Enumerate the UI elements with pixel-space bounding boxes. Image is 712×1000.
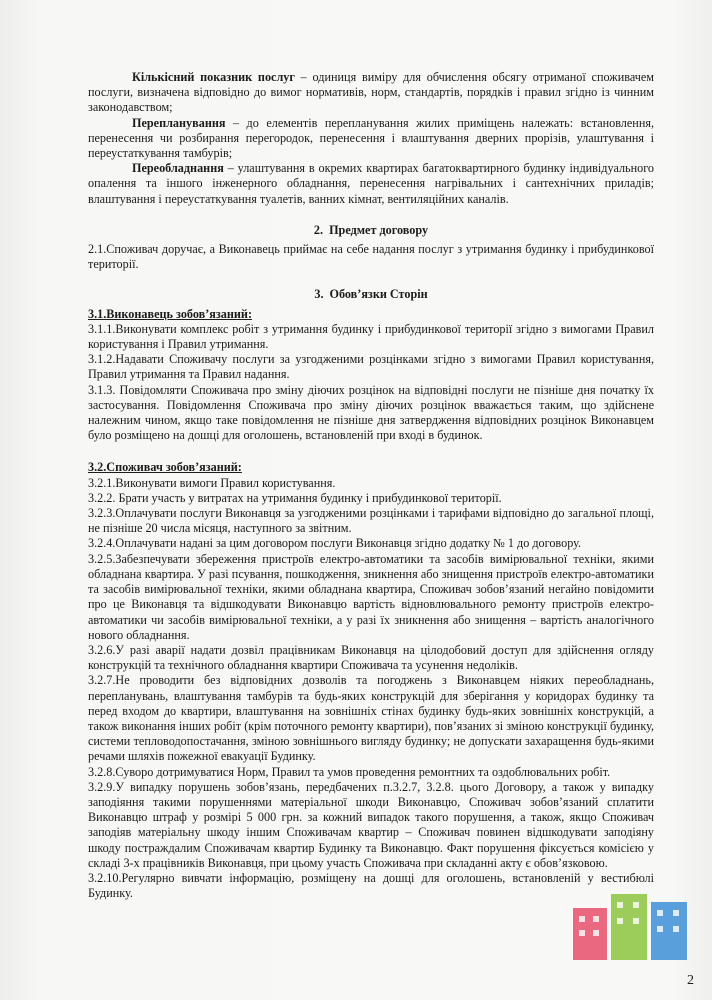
clause-paragraph: 3.2.10.Регулярно вивчати інформацію, розміщену на дошці для оголошень, встановленій у вестибюлі Будинку. (88, 870, 654, 901)
clause-paragraph: 3.1.3. Повідомляти Споживача про зміну діючих розцінок на відповідні послуги не пізніше дня початку їх застосування. Повідомлення Споживача про зміну діючих розцінок вважається таким, що здійснене належним чином, якщо таке повідомлення не пізніше дня затвердження відповідних розцінок Виконавцем було розміщено на дошці для оголошень, встановленій при вході в будинок. (88, 382, 654, 443)
clause-paragraph: 3.2.8.Суворо дотримуватися Норм, Правил та умов проведення ремонтних та оздоблювальних робіт. (88, 764, 611, 779)
section-number: 2. (313, 222, 324, 237)
section-heading (88, 223, 654, 238)
definition-paragraph (88, 161, 654, 207)
logo-building-blue (651, 902, 687, 960)
clause-paragraph: 3.2.4.Оплачувати надані за цим договором послуги Виконавця згідно додатку № 1 до договору. (88, 536, 582, 551)
subsection-heading: 3.2.Споживач зобов’язаний: (88, 460, 242, 475)
definition-term: Кількісний показник послуг (132, 70, 295, 84)
section-paragraph: 2.1.Споживач доручає, а Виконавець приймає на себе надання послуг з утримання будинку і прибудинкової території. (88, 242, 654, 272)
clause-paragraph: 3.1.2.Надавати Споживачу послуги за узгодженими розцінками згідно з вимогами Правил користування, Правил утримання та Правил надання. (88, 352, 654, 382)
clause-paragraph: 3.2.5.Забезпечувати збереження пристроїв електро-автоматики та засобів вимірювальної техніки, якими обладнана квартира. У разі псування, пошкодження, зникнення або знищення пристроїв електро-автоматики та засобів вимірювальної техніки, якими обладнана квартира, Споживач зобов’язаний негайно повідомити про це Виконавця та відшкодувати Виконавцю вартість відновлювального ремонту пристроїв електро-автоматики чи засобів вимірювальної техніки, а у разі їх зникнення або знищення – вартість аналогічного нового обладнання. (88, 551, 654, 642)
clause-paragraph: 3.2.1.Виконувати вимоги Правил користування. (88, 475, 336, 490)
clause-paragraph: 3.1.1.Виконувати комплекс робіт з утримання будинку і прибудинкової території згідно з вимогами Правил користування і Правил утримання. (88, 321, 654, 352)
clause-paragraph: 3.2.2. Брати участь у витратах на утримання будинку і прибудинкової території. (88, 490, 502, 505)
definition-term: Перепланування (132, 115, 226, 130)
definition-term: Переобладнання (132, 161, 224, 176)
building-logo-icon (571, 890, 689, 960)
section-number: 3. (314, 287, 324, 302)
document-body (88, 70, 654, 901)
page-number: 2 (687, 973, 694, 988)
section-title: Обов’язки Сторін (329, 287, 428, 302)
definition-text: – до елементів перепланування жилих приміщень належать: встановлення, перенесення чи розбирання перегородок, перенесення і влаштування дверних прорізів, улаштування і переустаткування тамбурів; (88, 115, 654, 161)
logo-building-red (573, 908, 607, 960)
subsection-heading: 3.1.Виконавець зобов’язаний: (88, 306, 253, 321)
section-title: Предмет договору (329, 222, 429, 237)
clause-paragraph: 3.2.6.У разі аварії надати дозвіл працівникам Виконавця на цілодобовий доступ для здійснення огляду конструкцій та технічного обладнання квартири Споживача та усунення недоліків. (88, 642, 654, 673)
definition-text: – одиниця виміру для обчислення обсягу отриманої споживачем послуги, визначена відповідно до вимог нормативів, норм, стандартів, порядків і правил згідно із чинним законодавством; (88, 70, 654, 115)
definition-text: – улаштування в окремих квартирах багатоквартирного будинку індивідуального опалення та іншого інженерного обладнання, перенесення нагрівальних і сантехнічних приладів; влаштування і переустаткування туалетів, ванних кімнат, вентиляційних каналів. (88, 161, 654, 206)
clause-paragraph: 3.2.3.Оплачувати послуги Виконавця за узгодженими розцінками і тарифами відповідно до загальної площі, не пізніше 20 числа місяця, наступного за звітним. (88, 506, 654, 536)
section-heading (88, 287, 654, 302)
logo-building-green (611, 894, 647, 960)
clause-paragraph: 3.2.9.У випадку порушень зобов’язань, передбачених п.3.2.7, 3.2.8. цього Договору, а також у випадку заподіяння такими порушеннями матеріальної шкоди Виконавцю, Споживач зобов’язаний сплатити Виконавцю штраф у розмірі 5 000 грн. за кожний випадок такого порушення, а також, якщо Споживач заподіяв матеріальну шкоду іншим Споживачам квартир – Споживач повинен відшкодувати заподіяну шкоду постраждалим Споживачам квартир Будинку та Виконавцю. Факт порушення фіксується комісією у складі 3-х працівників Виконавця, при цьому участь Споживача при складанні акту є обов’язковою. (88, 779, 654, 870)
definition-paragraph (88, 70, 654, 116)
clause-paragraph: 3.2.7.Не проводити без відповідних дозволів та погоджень з Виконавцем ніяких переобладнань, перепланувань, влаштування тамбурів та будь-яких конструкцій для зберігання у коридорах будинку та перед входом до квартири, влаштування на зовнішніх стінах будинку будь-яких зовнішніх конструкцій, а також виконання інших робіт (крім поточного ремонту квартири), пов’язаних зі зміною конструкції будинку, системи тепловодопостачання, зміною зовнішнього вигляду будинку; не допускати захаращення будь-якими речами шляхів пожежної евакуації Будинку. (88, 673, 654, 764)
definition-paragraph (88, 116, 654, 162)
